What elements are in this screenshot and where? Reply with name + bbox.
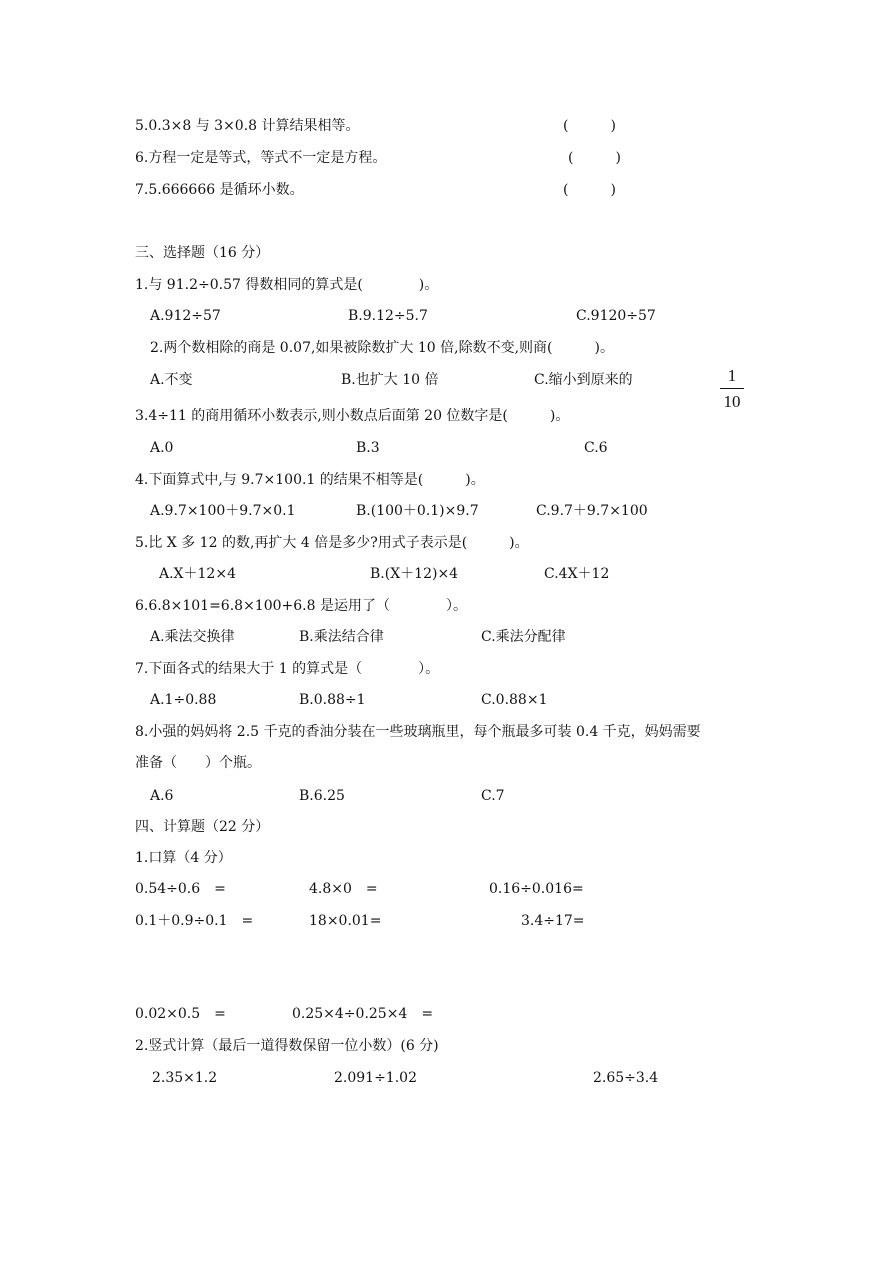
- vertical-calc-item: 2.35×1.2: [152, 1070, 218, 1086]
- judge-item-5: 5.0.3×8 与 3×0.8 计算结果相等。: [135, 118, 360, 134]
- section-heading-choice: 三、选择题（16 分）: [135, 245, 270, 261]
- fraction-denominator: 10: [723, 392, 741, 411]
- vertical-calc-heading: 2.竖式计算（最后一道得数保留一位小数）(6 分): [135, 1038, 439, 1054]
- choice-q5-option-b: B.(X＋12)×4: [370, 566, 459, 582]
- judge-blank-7: ( ): [563, 182, 616, 198]
- oral-calc-item: 0.16÷0.016=: [489, 881, 584, 897]
- choice-q8-option-a: A.6: [150, 788, 174, 804]
- choice-q6-option-b: B.乘法结合律: [299, 629, 384, 645]
- oral-calc-item: 0.54÷0.6 =: [135, 881, 226, 897]
- choice-q5-stem: 5.比 X 多 12 的数,再扩大 4 倍是多少?用式子表示是( )。: [135, 535, 529, 551]
- oral-calc-heading: 1.口算（4 分）: [135, 850, 232, 866]
- oral-calc-item: 18×0.01=: [309, 913, 382, 929]
- choice-q3-stem: 3.4÷11 的商用循环小数表示,则小数点后面第 20 位数字是( )。: [135, 408, 570, 424]
- choice-q8-stem-line2: 准备（ ）个瓶。: [135, 755, 261, 771]
- choice-q2-option-b: B.也扩大 10 倍: [341, 372, 439, 388]
- oral-calc-item: 0.25×4÷0.25×4 =: [292, 1006, 434, 1022]
- choice-q2-stem: 2.两个数相除的商是 0.07,如果被除数扩大 10 倍,除数不变,则商( )。: [150, 340, 614, 356]
- fraction-bar: [720, 388, 744, 389]
- choice-q4-option-b: B.(100＋0.1)×9.7: [356, 503, 479, 519]
- choice-q7-stem: 7.下面各式的结果大于 1 的算式是（ ）。: [135, 661, 440, 677]
- choice-q1-option-a: A.912÷57: [150, 308, 221, 324]
- choice-q4-option-a: A.9.7×100＋9.7×0.1: [150, 503, 296, 519]
- choice-q8-option-c: C.7: [481, 788, 505, 804]
- judge-item-7: 7.5.666666 是循环小数。: [135, 182, 304, 198]
- choice-q3-option-c: C.6: [584, 440, 608, 456]
- choice-q1-option-b: B.9.12÷5.7: [348, 308, 428, 324]
- choice-q4-stem: 4.下面算式中,与 9.7×100.1 的结果不相等是( )。: [135, 472, 485, 488]
- oral-calc-item: 3.4÷17=: [521, 913, 585, 929]
- vertical-calc-item: 2.65÷3.4: [593, 1070, 659, 1086]
- choice-q2-option-a: A.不变: [150, 372, 193, 388]
- oral-calc-item: 0.1＋0.9÷0.1 =: [135, 913, 254, 929]
- choice-q4-option-c: C.9.7＋9.7×100: [536, 503, 648, 519]
- oral-calc-item: 4.8×0 =: [309, 881, 378, 897]
- fraction-numerator: 1: [727, 366, 737, 385]
- choice-q6-option-c: C.乘法分配律: [481, 629, 566, 645]
- section-heading-calculation: 四、计算题（22 分）: [135, 819, 270, 835]
- choice-q2-option-c: C.缩小到原来的: [534, 372, 633, 388]
- choice-q3-option-a: A.0: [150, 440, 174, 456]
- choice-q7-option-c: C.0.88×1: [481, 692, 548, 708]
- choice-q6-option-a: A.乘法交换律: [150, 629, 235, 645]
- choice-q5-option-c: C.4X＋12: [544, 566, 610, 582]
- choice-q7-option-b: B.0.88÷1: [299, 692, 366, 708]
- judge-blank-6: ( ): [568, 150, 621, 166]
- choice-q3-option-b: B.3: [356, 440, 380, 456]
- choice-q1-option-c: C.9120÷57: [576, 308, 656, 324]
- vertical-calc-item: 2.091÷1.02: [334, 1070, 417, 1086]
- fraction-one-tenth: [720, 366, 744, 412]
- judge-blank-5: ( ): [563, 118, 616, 134]
- choice-q8-stem-line1: 8.小强的妈妈将 2.5 千克的香油分装在一些玻璃瓶里，每个瓶最多可装 0.4 千克，妈妈需要: [135, 724, 701, 740]
- choice-q6-stem: 6.6.8×101=6.8×100+6.8 是运用了（ ）。: [135, 598, 467, 614]
- choice-q1-stem: 1.与 91.2÷0.57 得数相同的算式是( )。: [135, 277, 439, 293]
- choice-q7-option-a: A.1÷0.88: [150, 692, 217, 708]
- oral-calc-item: 0.02×0.5 =: [135, 1006, 226, 1022]
- choice-q5-option-a: A.X＋12×4: [159, 566, 236, 582]
- choice-q8-option-b: B.6.25: [299, 788, 345, 804]
- judge-item-6: 6.方程一定是等式，等式不一定是方程。: [135, 150, 387, 166]
